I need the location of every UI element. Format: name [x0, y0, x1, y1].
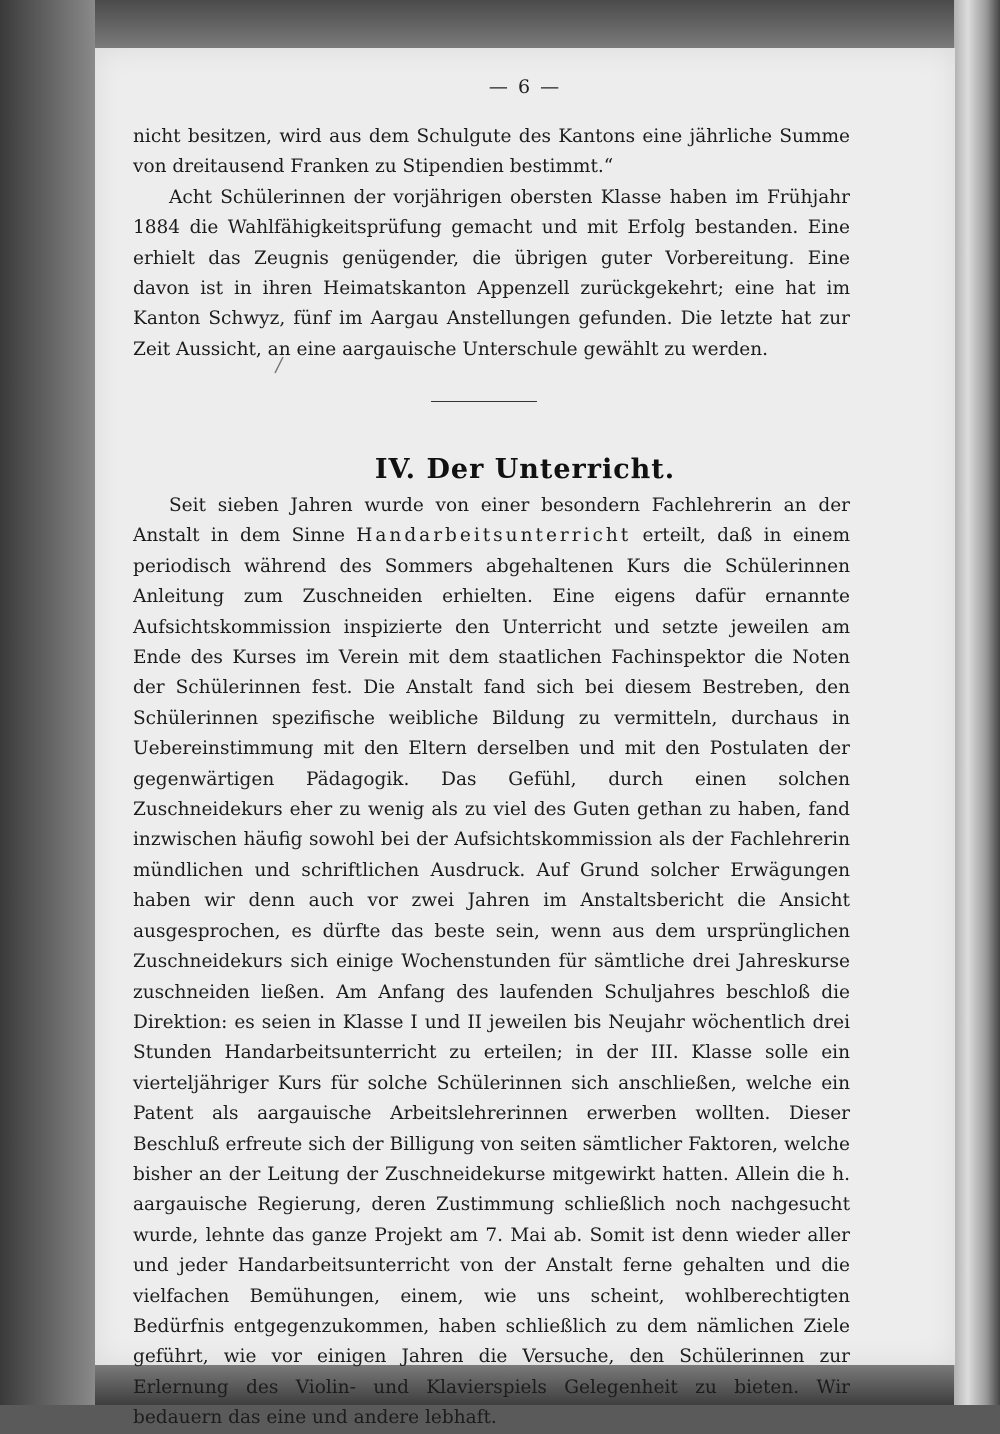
section-divider — [431, 401, 537, 402]
section-heading: IV. Der Unterricht. — [374, 454, 676, 485]
scan-border-top — [95, 0, 955, 48]
emphasized-term: Handarbeitsunterricht — [356, 525, 632, 547]
paragraph-instruction — [133, 491, 850, 1434]
paragraph-instruction-rest: erteilt, daß in einem periodisch während des Sommers abgehaltenen Kurs die Schülerinnen Anleitung zum Zuschneiden erhielten. Eine eigens dafür ernannte Aufsichtskommission inspizierte den Unterricht und setzte jeweilen am Ende des Kurses im Verein mit dem staatlichen Fachinspektor die Noten der Schülerinnen fest. Die Anstalt fand sich bei diesem Bestreben, den Schülerinnen spezifische weibliche Bildung zu vermitteln, durchaus in Uebereinstimmung mit den Eltern derselben und mit den Postulaten der gegenwärtigen Pädagogik. Das Gefühl, durch einen solchen Zuschneidekurs eher zu wenig als zu viel des Guten gethan zu haben, fand inzwischen häufig sowohl bei der Aufsichtskommission als der Fachlehrerin mündlichen und schriftlichen Ausdruck. Auf Grund solcher Erwägungen haben wir denn auch vor zwei Jahren im Anstaltsbericht die Ansicht ausgesprochen, es dürfte das beste sein, wenn aus dem ursprünglichen Zuschneidekurs sich einige Wochenstunden für sämtliche drei Jahreskurse zuschneiden ließen. Am Anfang des laufenden Schuljahres beschloß die Direktion: es seien in Klasse I und II jeweilen bis Neujahr wöchentlich drei Stunden Handarbeitsunterricht zu erteilen; in der III. Klasse solle ein vierteljähriger Kurs für solche Schülerinnen sich anschließen, welche ein Patent als aargauische Arbeitslehrerinnen erwerben wollten. Dieser Beschluß erfreute sich der Billigung von seiten sämtlicher Faktoren, welche bisher an der Leitung der Zuschneidekurse mitgewirkt hatten. Allein die h. aargauische Regierung, deren Zustimmung schließlich noch nachgesucht wurde, lehnte das ganze Projekt am 7. Mai ab. Somit ist denn wieder aller und jeder Handarbeitsunterricht von der Anstalt ferne gehalten und die vielfachen Bemühungen, einem, wie uns scheint, wohlberechtigten Bedürfnis entgegenzukommen, haben schließlich zu dem nämlichen Ziele geführt, wie vor einigen Jahren die Versuche, den Schülerinnen zur Erlernung des Violin- und Klavierspiels Gelegenheit zu bieten. Wir bedauern das eine und andere lebhaft. — [133, 525, 850, 1429]
text-block-continuation — [133, 122, 850, 365]
page-number: — 6 — — [488, 76, 562, 98]
paragraph-continuation: nicht besitzen, wird aus dem Schulgute des Kantons eine jährliche Summe von dreitausend Franken zu Stipendien bestimmt.“ — [133, 126, 850, 178]
scan-border-right — [954, 0, 1000, 1405]
pencil-mark-icon — [273, 356, 285, 374]
paragraph-exam-results: Acht Schülerinnen der vorjährigen obersten Klasse haben im Frühjahr 1884 die Wahlfähigkeitsprüfung gemacht und mit Erfolg bestanden. Eine erhielt das Zeugnis genügender, die übrigen guter Vorbereitung. Eine davon ist in ihren Heimatskanton Appenzell zurückgekehrt; eine hat im Kanton Schwyz, fünf im Aargau Anstellungen gefunden. Die letzte hat zur Zeit Aussicht, an eine aargauische Unterschule gewählt zu werden. — [133, 186, 850, 360]
scan-border-left — [0, 0, 95, 1405]
document-page — [95, 48, 955, 1429]
text-block-instruction — [133, 491, 850, 1434]
paragraph-instruction-start: Seit sieben Jahren wurde von einer besondern Fachlehrerin an der Anstalt in dem Sinne — [133, 495, 850, 547]
